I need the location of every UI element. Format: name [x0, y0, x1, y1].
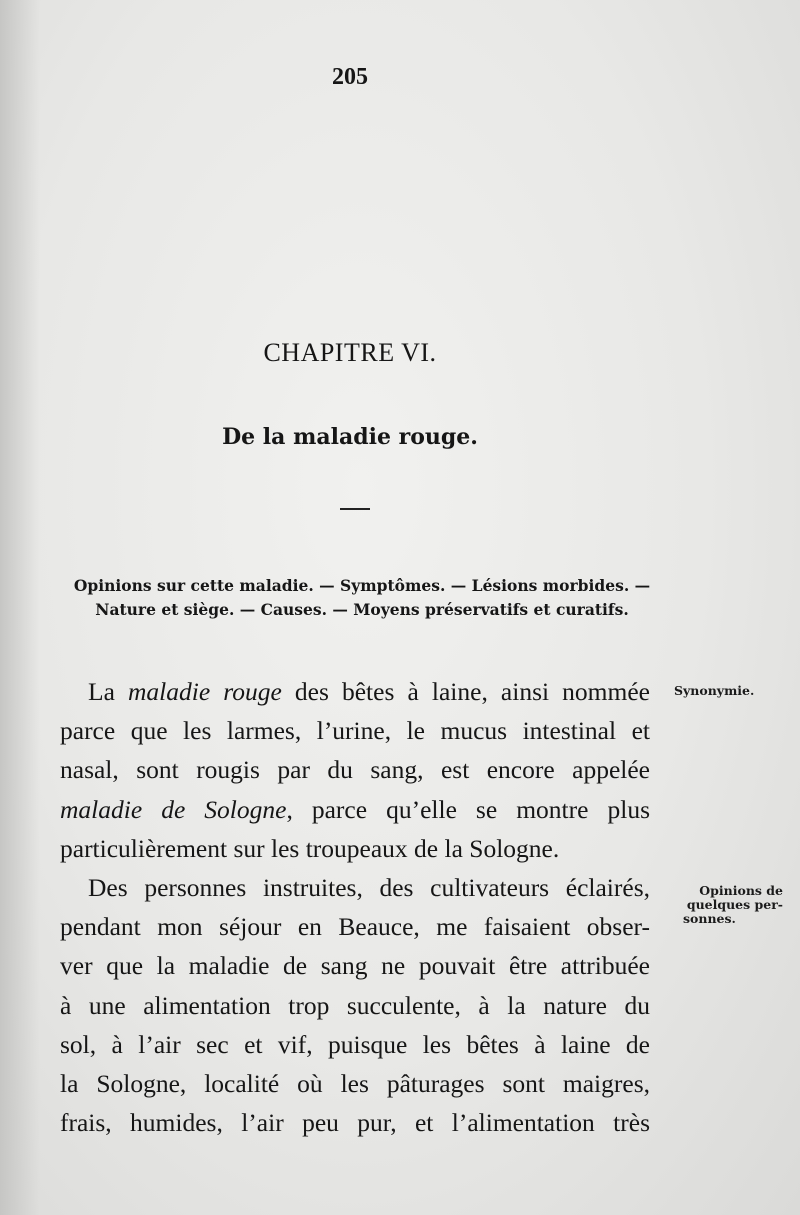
text-span: , parce qu’elle se montre plus — [286, 794, 650, 824]
text-span: des bêtes à laine, ainsi nommée — [281, 677, 650, 706]
text-line — [60, 790, 650, 829]
chapter-heading: CHAPITRE VI. — [263, 338, 437, 367]
chapter-subtitle: De la maladie rouge. — [222, 424, 478, 450]
text-line: Des personnes instruites, des cultivateurs éclairés, — [88, 872, 650, 902]
italic-term: maladie de Sologne — [60, 794, 287, 824]
page-number: 205 — [332, 64, 368, 90]
text-line: ver que la maladie de sang ne pouvait être attribuée — [60, 951, 650, 981]
text-line — [60, 672, 650, 711]
text-line: la Sologne, localité où les pâturages sont maigres, — [60, 1068, 650, 1098]
text-line: sol, à l’air sec et vif, puisque les bêtes à laine de — [60, 1029, 650, 1059]
text-line: frais, humides, l’air peu pur, et l’alimentation très — [60, 1108, 650, 1138]
text-line: particulièrement sur les troupeaux de la Sologne. — [60, 833, 560, 863]
page-edge-shadow — [0, 0, 40, 1215]
margin-note-line: quelques per- — [686, 897, 783, 912]
text-line: parce que les larmes, l’urine, le mucus intestinal et — [60, 716, 650, 746]
margin-note-line: Opinions de — [699, 883, 783, 898]
margin-note-synonymie: Synonymie. — [674, 683, 755, 698]
margin-note-opinions — [683, 884, 783, 926]
summary-line: Opinions sur cette maladie. — Symptômes. — Lésions morbides. — — [73, 576, 651, 595]
chapter-summary — [62, 574, 662, 622]
text-line: pendant mon séjour en Beauce, me faisaient obser- — [60, 912, 650, 942]
text-span: La — [88, 677, 128, 706]
text-line: nasal, sont rougis par du sang, est encore appelée — [60, 755, 650, 785]
section-divider — [340, 508, 370, 510]
margin-note-line: sonnes. — [683, 911, 736, 926]
summary-line: Nature et siège. — Causes. — Moyens préservatifs et curatifs. — [95, 600, 629, 619]
text-line: à une alimentation trop succulente, à la nature du — [60, 990, 650, 1020]
body-text — [60, 672, 650, 1142]
italic-term: maladie rouge — [128, 677, 282, 706]
